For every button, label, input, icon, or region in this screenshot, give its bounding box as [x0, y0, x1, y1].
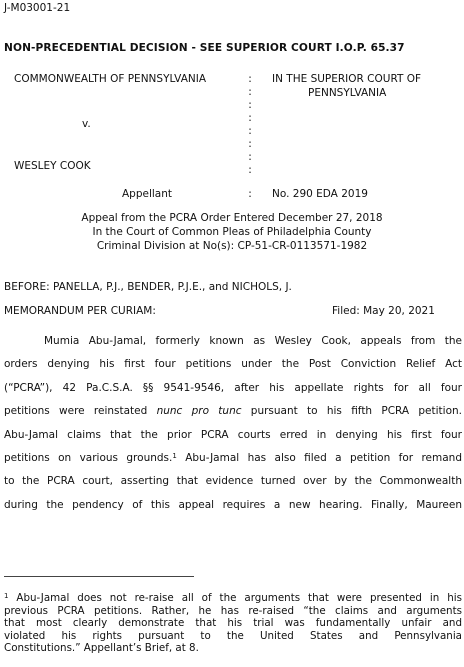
filed-date: Filed: May 20, 2021	[332, 305, 435, 317]
appeal-line-2: In the Court of Common Pleas of Philadelphia County	[92, 226, 372, 238]
footnote-text: Abu-Jamal does not re-raise all of the arguments that were presented in his	[8, 592, 462, 604]
paragraph-line: to the PCRA court, asserting that evidence turned over by the Commonwealth	[4, 475, 462, 488]
court-name-line2: PENNSYLVANIA	[308, 87, 387, 99]
appeal-line-1: Appeal from the PCRA Order Entered December 27, 2018	[81, 212, 383, 224]
caption-colon: :	[248, 73, 252, 85]
caption-defendant: WESLEY COOK	[14, 160, 91, 172]
paragraph-line	[4, 447, 462, 470]
paragraph-line: orders denying his first four petitions under the Post Conviction Relief Act	[4, 358, 462, 371]
panel-line: BEFORE: PANELLA, P.J., BENDER, P.J.E., and NICHOLS, J.	[4, 281, 292, 293]
opinion-paragraph	[4, 330, 462, 517]
footnote-marker: 1	[4, 592, 9, 600]
appeal-line-3: Criminal Division at No(s): CP-51-CR-0113571-1982	[96, 240, 368, 252]
caption-colon: :	[248, 125, 252, 137]
footnote-line: that most clearly demonstrate that his trial was fundamentally unfair and	[4, 617, 462, 630]
paragraph-line: Mumia Abu-Jamal, formerly known as Wesley Cook, appeals from the	[44, 335, 462, 347]
footnote-reference[interactable]: 1	[172, 452, 177, 461]
caption-versus: v.	[82, 118, 91, 130]
paragraph-text: pursuant to his fifth PCRA petition.	[241, 405, 462, 418]
italic-phrase: nunc pro tunc	[156, 405, 242, 418]
paragraph-text: petitions on various grounds.	[4, 452, 173, 465]
paragraph-line: during the pendency of this appeal requires a new hearing. Finally, Maureen	[4, 498, 462, 511]
paragraph-text: petitions were reinstated	[4, 405, 157, 418]
caption-colon: :	[248, 138, 252, 150]
paragraph-line: Abu-Jamal claims that the prior PCRA courts erred in denying his first four	[4, 428, 462, 441]
paragraph-text: Abu-Jamal has also filed a petition for remand	[176, 452, 462, 465]
paragraph-line	[4, 400, 462, 423]
footnote-line: Constitutions.” Appellant’s Brief, at 8.	[4, 642, 199, 655]
caption-colon: :	[248, 151, 252, 163]
footnote-line	[4, 592, 462, 605]
footnote-line: previous PCRA petitions. Rather, he has re-raised “the claims and arguments	[4, 604, 462, 617]
caption-role: Appellant	[122, 188, 173, 200]
document-id: J-M03001-21	[4, 2, 71, 14]
footnote-line: violated his rights pursuant to the United States and Pennsylvania	[4, 629, 462, 642]
footnote-divider	[4, 576, 194, 577]
decision-headline: NON-PRECEDENTIAL DECISION - SEE SUPERIOR COURT I.O.P. 65.37	[4, 42, 405, 54]
caption-colon: :	[248, 164, 252, 176]
caption-colon: :	[248, 86, 252, 98]
footnote	[4, 592, 462, 655]
court-name-line1: IN THE SUPERIOR COURT OF	[272, 73, 422, 85]
docket-number: No. 290 EDA 2019	[272, 188, 368, 200]
caption-colon: :	[248, 188, 252, 200]
paragraph-line: (“PCRA”), 42 Pa.C.S.A. §§ 9541-9546, after his appellate rights for all four	[4, 381, 462, 394]
caption-colon: :	[248, 99, 252, 111]
caption-party-left: COMMONWEALTH OF PENNSYLVANIA	[14, 73, 207, 85]
caption-colon: :	[248, 112, 252, 124]
memorandum-label: MEMORANDUM PER CURIAM:	[4, 305, 156, 317]
